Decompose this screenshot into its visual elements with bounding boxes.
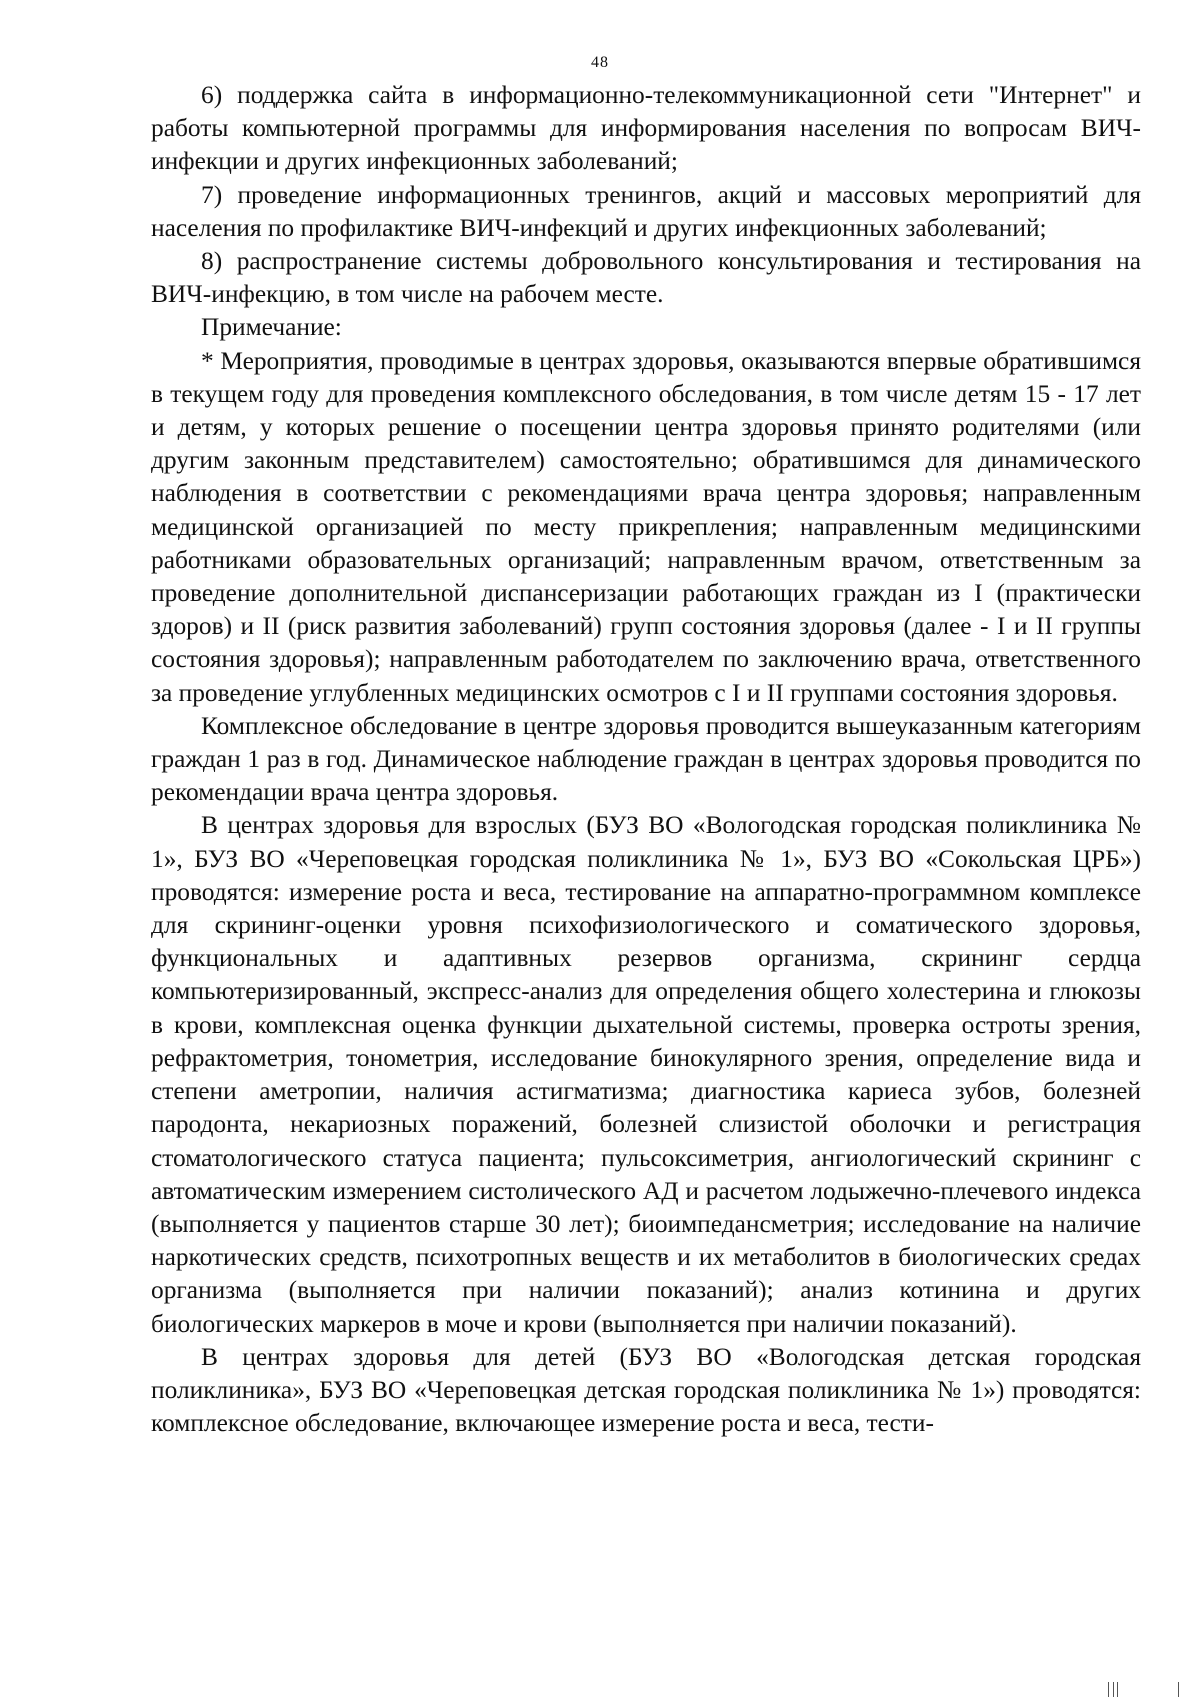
document-body	[151, 79, 1141, 1440]
paragraph-item-7: 7) проведение информационных тренингов, акций и массовых мероприятий для населения по профилактике ВИЧ-инфекций и других инфекционных заболеваний;	[151, 180, 1141, 242]
paragraph-child-centers: В центрах здоровья для детей (БУЗ ВО «Вологодская детская городская поликлиника», БУЗ ВО «Череповецкая детская городская поликлиника № 1») проводятся: комплексное обследование, включающее измерение роста и веса, тести-	[151, 1342, 1141, 1438]
paragraph-item-6: 6) поддержка сайта в информационно-телекоммуникационной сети "Интернет" и работы компьютерной программы для информирования населения по вопросам ВИЧ-инфекции и других инфекционных заболеваний;	[151, 81, 1141, 176]
paragraph-comprehensive-exam: Комплексное обследование в центре здоровья проводится вышеуказанным категориям граждан 1 раз в год. Динамическое наблюдение граждан в центрах здоровья проводится по рекомендации врача центра здоровья.	[151, 711, 1141, 807]
scan-marks	[1100, 1682, 1180, 1697]
note-heading: Примечание:	[201, 313, 342, 342]
paragraph-item-8: 8) распространение системы добровольного консультирования и тестирования на ВИЧ-инфекцию, в том числе на рабочем месте.	[151, 247, 1141, 309]
paragraph-adult-centers: В центрах здоровья для взрослых (БУЗ ВО «Вологодская городская поликлиника № 1», БУЗ ВО «Череповецкая городская поликлиника № 1», БУЗ ВО «Сокольская ЦРБ») проводятся: измерение роста и веса, тестирование на аппаратно-программном комплексе для скрининг-оценки уровня психофизиологического и соматического здоровья, функциональных и адаптивных резервов организма, скрининг сердца компьютеризированный, экспресс-анализ для определения общего холестерина и глюкозы в крови, комплексная оценка функции дыхательной системы, проверка остроты зрения, рефрактометрия, тонометрия, исследование бинокулярного зрения, определение вида и степени аметропии, наличия астигматизма; диагностика кариеса зубов, болезней пародонта, некариозных поражений, болезней слизистой оболочки и регистрация стоматологического статуса пациента; пульсоксиметрия, ангиологический скрининг с автоматическим измерением систолического АД и расчетом лодыжечно-плечевого индекса (выполняется у пациентов старше 30 лет); биоимпедансметрия; исследование на наличие наркотических средств, психотропных веществ и их метаболитов в биологических средах организма (выполняется при наличии показаний); анализ котинина и других биологических маркеров в моче и крови (выполняется при наличии показаний).	[151, 811, 1141, 1338]
note-text: * Мероприятия, проводимые в центрах здоровья, оказываются впервые обратившимся в текущем году для проведения комплексного обследования, в том числе детям 15 - 17 лет и детям, у которых решение о посещении центра здоровья принято родителями (или другим законным представителем) самостоятельно; обратившимся для динамического наблюдения в соответствии с рекомендациями врача центра здоровья; направленным медицинской организацией по месту прикрепления; направленным медицинскими работниками образовательных организаций; направленным врачом, ответственным за проведение дополнительной диспансеризации работающих граждан из I (практически здоров) и II (риск развития заболеваний) групп состояния здоровья (далее - I и II группы состояния здоровья); направленным работодателем по заключению врача, ответственного за проведение углубленных медицинских осмотров с I и II группами состояния здоровья.	[151, 346, 1141, 707]
page-number: 48	[591, 54, 609, 71]
